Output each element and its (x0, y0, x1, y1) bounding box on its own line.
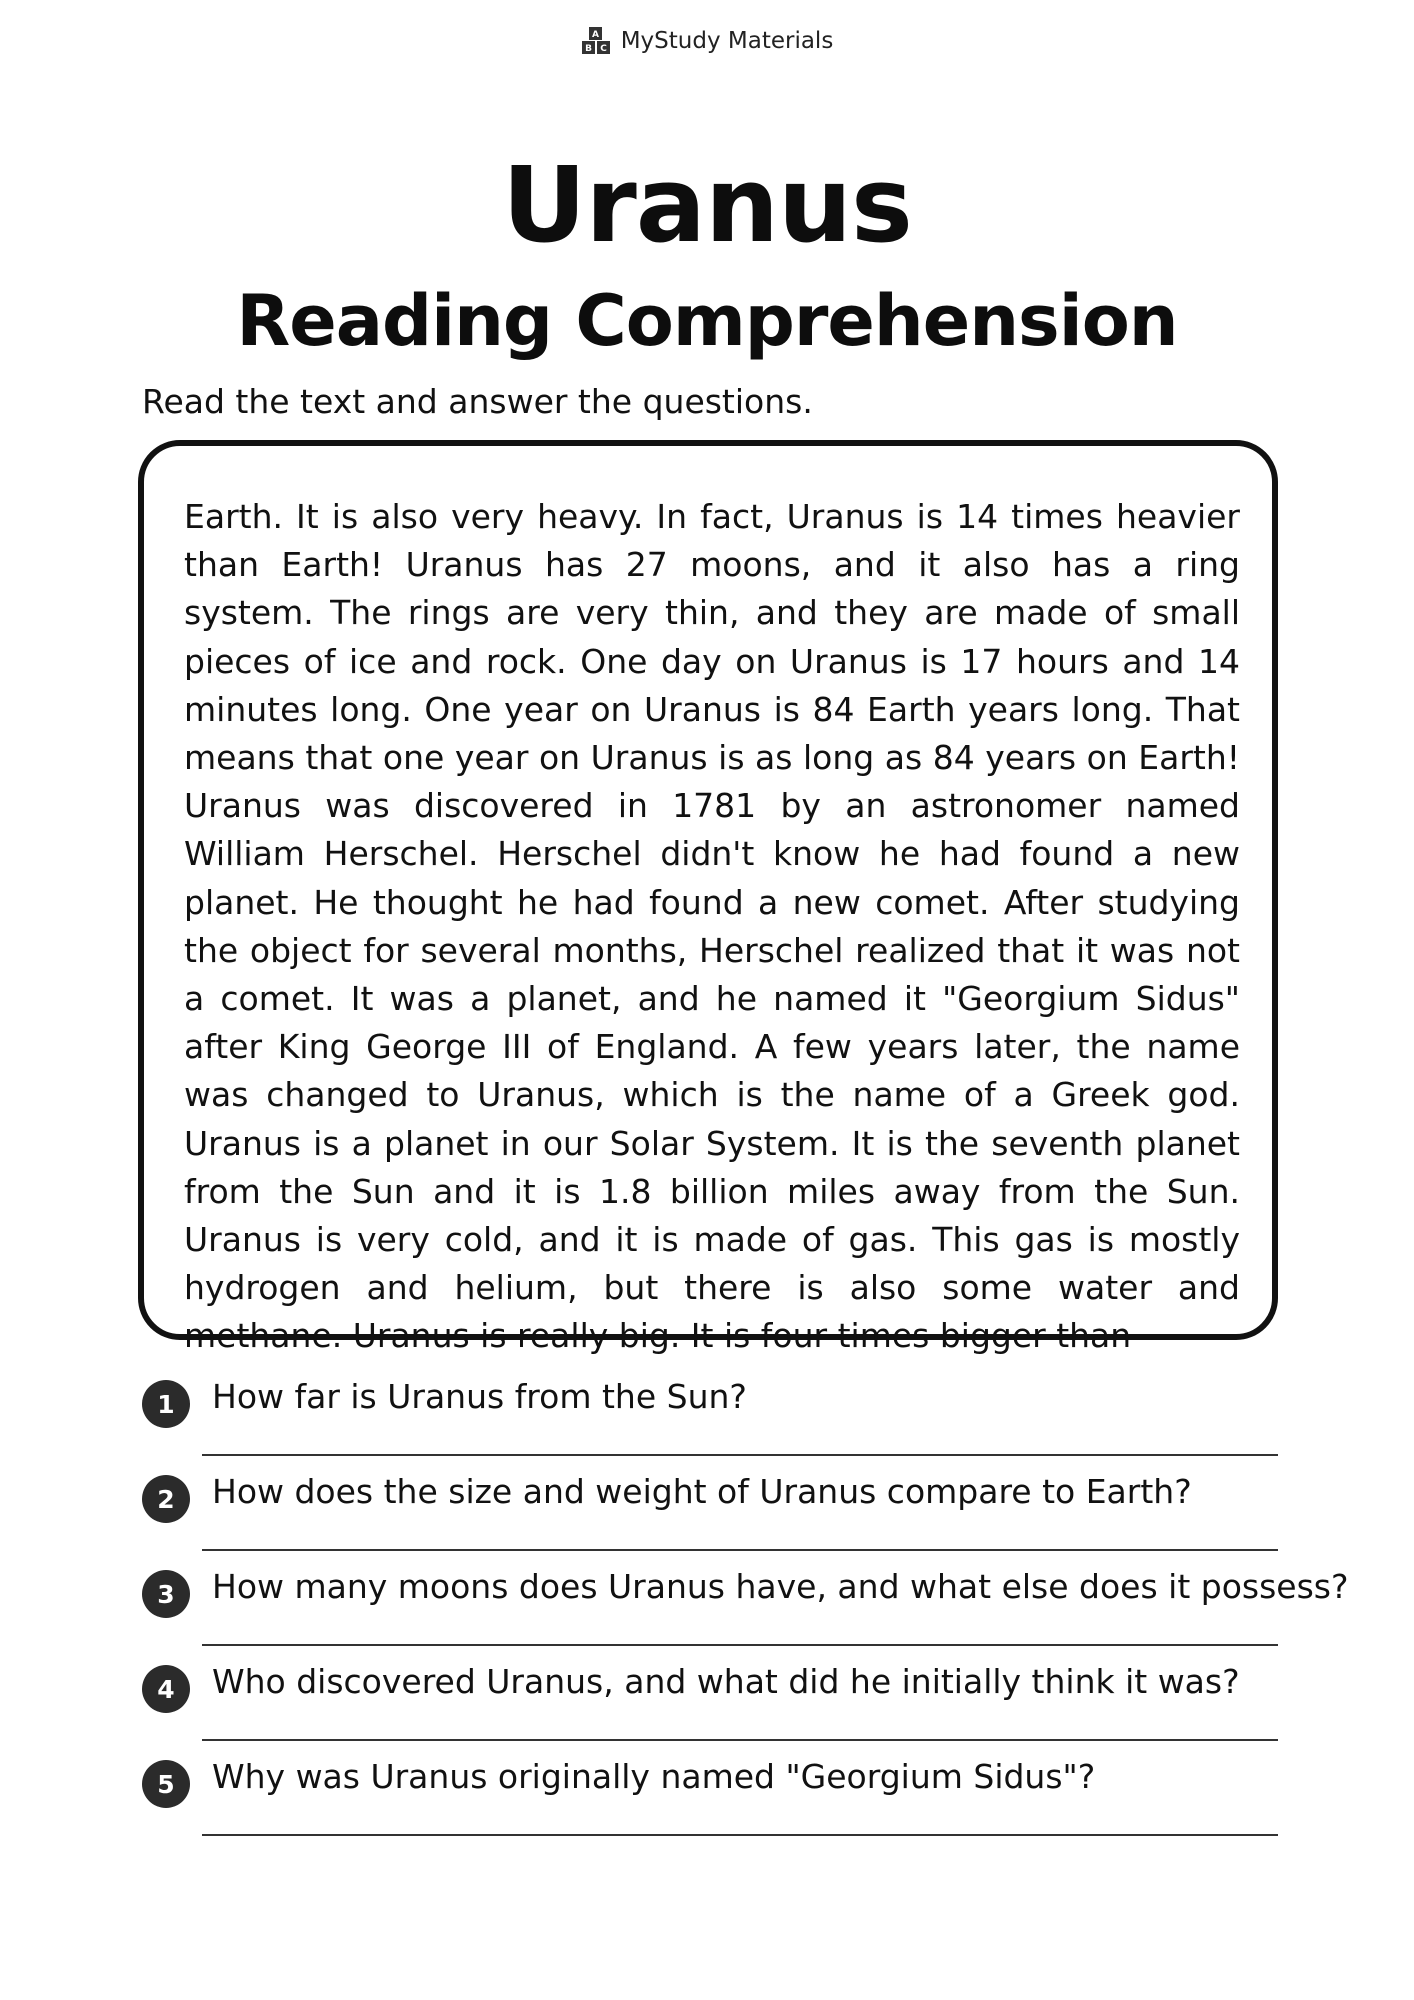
answer-line[interactable] (202, 1834, 1278, 1836)
page-subtitle: Reading Comprehension (236, 280, 1178, 362)
abc-blocks-icon (581, 26, 611, 56)
instruction-text: Read the text and answer the questions. (142, 382, 813, 421)
brand-name: MyStudy Materials (620, 28, 834, 54)
question-number-badge: 4 (142, 1665, 190, 1713)
svg-text:B: B (584, 44, 592, 54)
question-number-badge: 2 (142, 1475, 190, 1523)
answer-line[interactable] (202, 1739, 1278, 1741)
brand-header (0, 26, 1414, 56)
page-title: Uranus (502, 144, 912, 266)
question-text: Why was Uranus originally named "Georgium Sidus"? (212, 1757, 1096, 1796)
question-number-badge: 1 (142, 1380, 190, 1428)
question-text: How far is Uranus from the Sun? (212, 1377, 747, 1416)
answer-line[interactable] (202, 1549, 1278, 1551)
question-item (142, 1467, 1278, 1562)
svg-text:A: A (591, 30, 599, 40)
question-item (142, 1657, 1278, 1752)
answer-line[interactable] (202, 1454, 1278, 1456)
passage-box (138, 440, 1278, 1356)
question-number-badge: 5 (142, 1760, 190, 1808)
passage-text: Earth. It is also very heavy. In fact, Uranus is 14 times heavier than Earth! Uranus has 27 moons, and it also has a ring system. The rings are very thin, and they are made of small pieces of ice and rock. One day on Uranus is 17 hours and 14 minutes long. One year on Uranus is 84 Earth years long. That means that one year on Uranus is as long as 84 years on Earth! Uranus was discovered in 1781 by an astronomer named William Herschel. Herschel didn't know he had found a new planet. He thought he had found a new comet. After studying the object for several months, Herschel realized that it was not a comet. It was a planet, and he named it "Georgium Sidus" after King George III of England. A few years later, the name was changed to Uranus, which is the name of a Greek god. Uranus is a planet in our Solar System. It is the seventh planet from the Sun and it is 1.8 billion miles away from the Sun. Uranus is very cold, and it is made of gas. This gas is mostly hydrogen and helium, but there is also some water and methane. Uranus is really big. It is four times bigger than (184, 497, 1240, 1356)
question-item (142, 1752, 1278, 1847)
question-text: How does the size and weight of Uranus compare to Earth? (212, 1472, 1192, 1511)
svg-text:C: C (599, 44, 607, 54)
question-list (142, 1372, 1349, 1847)
question-item (142, 1372, 1278, 1467)
answer-line[interactable] (202, 1644, 1278, 1646)
question-item (142, 1562, 1349, 1657)
question-text: How many moons does Uranus have, and what else does it possess? (212, 1567, 1349, 1606)
question-number-badge: 3 (142, 1570, 190, 1618)
question-text: Who discovered Uranus, and what did he initially think it was? (212, 1662, 1240, 1701)
